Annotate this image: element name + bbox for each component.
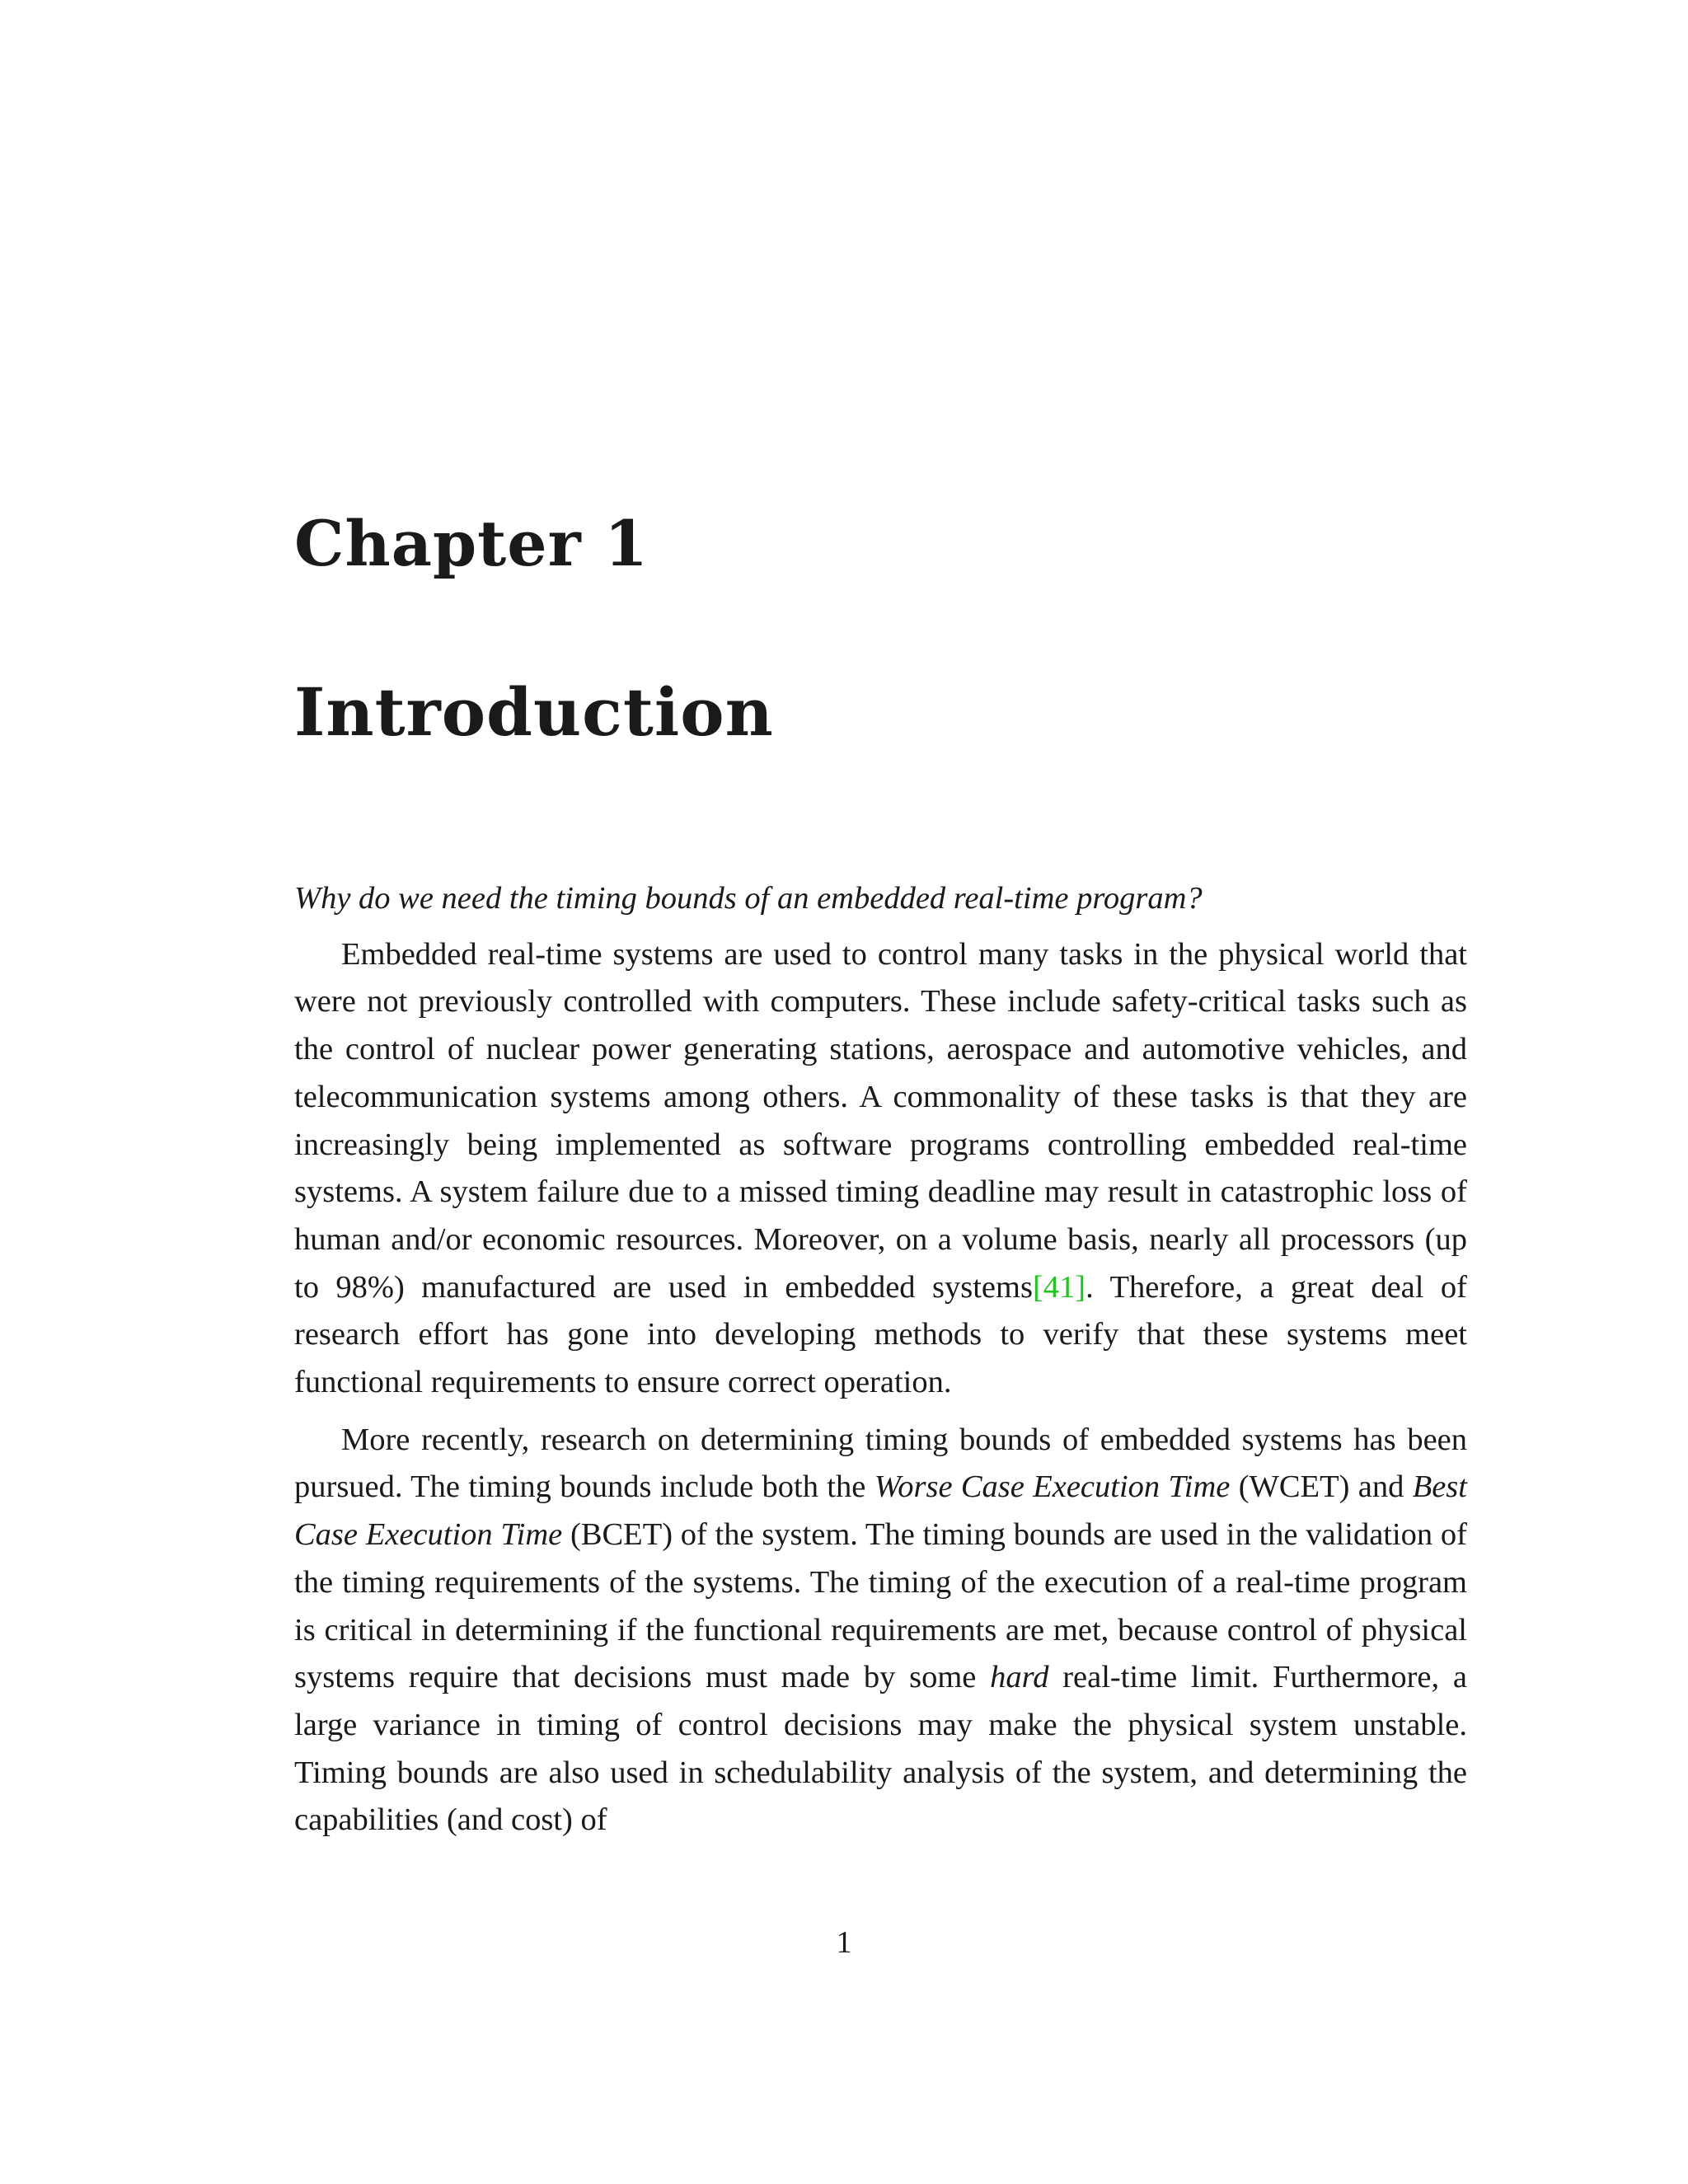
- hard-term: hard: [990, 1660, 1049, 1695]
- paragraph-1-text-a: Embedded real-time systems are used to control many tasks in the physical world that were not previously controlled with computers. These include safety-critical tasks such as the control of nuclear power generating stations, aerospace and automotive vehicles, and telecommunication systems among others. A commonality of these tasks is that they are increasingly being implemented as software programs controlling embedded real-time systems. A system failure due to a missed timing deadline may result in catastrophic loss of human and/or economic resources. Moreover, on a volume basis, nearly all processors (up to 98%) manufactured are used in embedded systems: [294, 936, 1467, 1305]
- wcet-term: Worse Case Execution Time: [874, 1469, 1231, 1505]
- paragraph-2-text-c: (BCET) of the system. The timing bounds are used in the validation of the timing requirements of the systems. The timing of the execution of a real-time program is critical in determining if the functional requirements are met, because control of physical systems require that decisions must made by some: [294, 1517, 1467, 1695]
- page-number: 1: [836, 1925, 852, 1960]
- paragraph-1: [294, 931, 1467, 1407]
- chapter-title: Introduction: [294, 673, 774, 751]
- citation-bracket-open: [: [1032, 1269, 1043, 1305]
- bcet-term: Best Case Execution Time: [294, 1469, 1467, 1553]
- paragraph-2-text-d: real-time limit. Furthermore, a large variance in timing of control decisions may make the physical system unstable. Timing bounds are also used in schedulability analysis of the system, and determining the capabilities (and cost) of: [294, 1660, 1467, 1838]
- paragraph-1-text-b: . Therefore, a great deal of research effort has gone into developing methods to verify that these systems meet functional requirements to ensure correct operation.: [294, 1269, 1467, 1400]
- citation-link[interactable]: 41: [1043, 1269, 1076, 1305]
- motivating-question: Why do we need the timing bounds of an embedded real-time program?: [294, 881, 1203, 916]
- citation-bracket-close: ]: [1075, 1269, 1086, 1305]
- paragraph-2-text-a: More recently, research on determining timing bounds of embedded systems has been pursued. The timing bounds include both the: [294, 1422, 1467, 1505]
- chapter-number: Chapter 1: [294, 507, 649, 580]
- paragraph-2: [294, 1417, 1467, 1844]
- paragraph-2-text-b: (WCET) and: [1230, 1469, 1413, 1505]
- body-text: [294, 875, 1467, 1844]
